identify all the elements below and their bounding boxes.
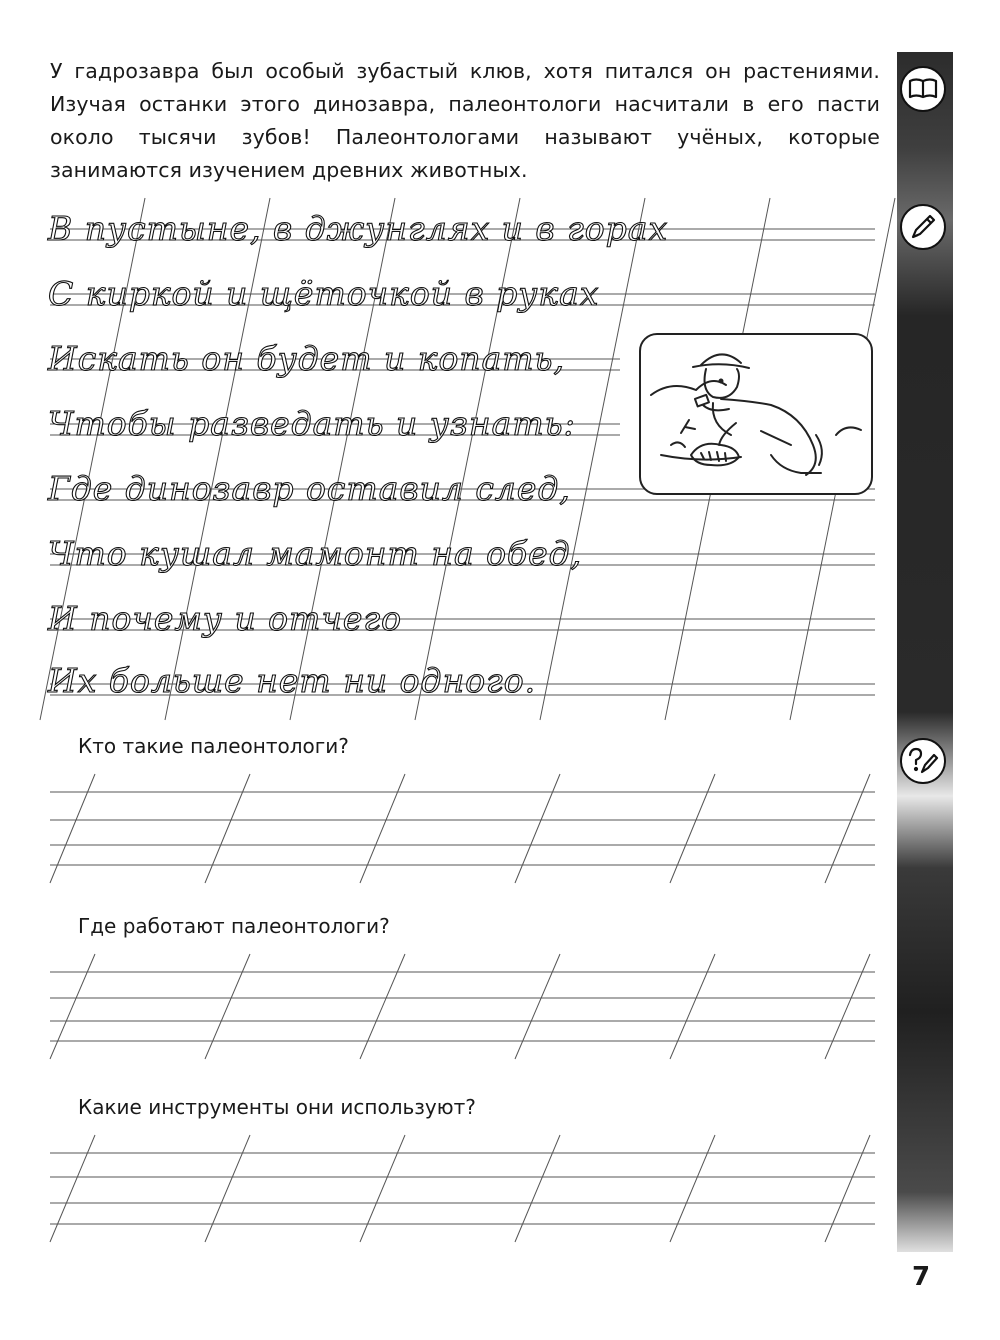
poem-line: С киркой и щёточкой в руках (48, 274, 600, 313)
poem-line: Чтобы разведать и узнать: (48, 404, 576, 443)
book-icon (900, 66, 946, 112)
paleontologist-picture (641, 335, 871, 493)
intro-paragraph: У гадрозавра был особый зубастый клюв, хотя питался он растениями. Изучая останки этого динозавра, палеонтологи насчитали в его пасти около тысячи зубов! Палеонтологами называют учёных, которые занимаются изучением древних животных. (50, 59, 880, 182)
poem-line: В пустыне, в джунглях и в горах (48, 209, 669, 248)
page-number: 7 (912, 1262, 931, 1292)
paleontologist-illustration (639, 333, 873, 495)
question-pencil-icon (900, 738, 946, 784)
question-1: Кто такие палеонтологи? (78, 734, 349, 758)
poem-line: Что кушал мамонт на обед, (48, 534, 583, 573)
poem-line: И почему и отчего (48, 599, 402, 638)
question-3: Какие инструменты они используют? (78, 1095, 476, 1119)
question-2: Где работают палеонтологи? (78, 914, 390, 938)
pencil-icon (900, 204, 946, 250)
poem-line: Искать он будет и копать, (48, 339, 565, 378)
poem-line: Где динозавр оставил след, (48, 469, 571, 508)
sidebar-strip (897, 52, 953, 1252)
poem-line: Их больше нет ни одного. (48, 661, 537, 700)
